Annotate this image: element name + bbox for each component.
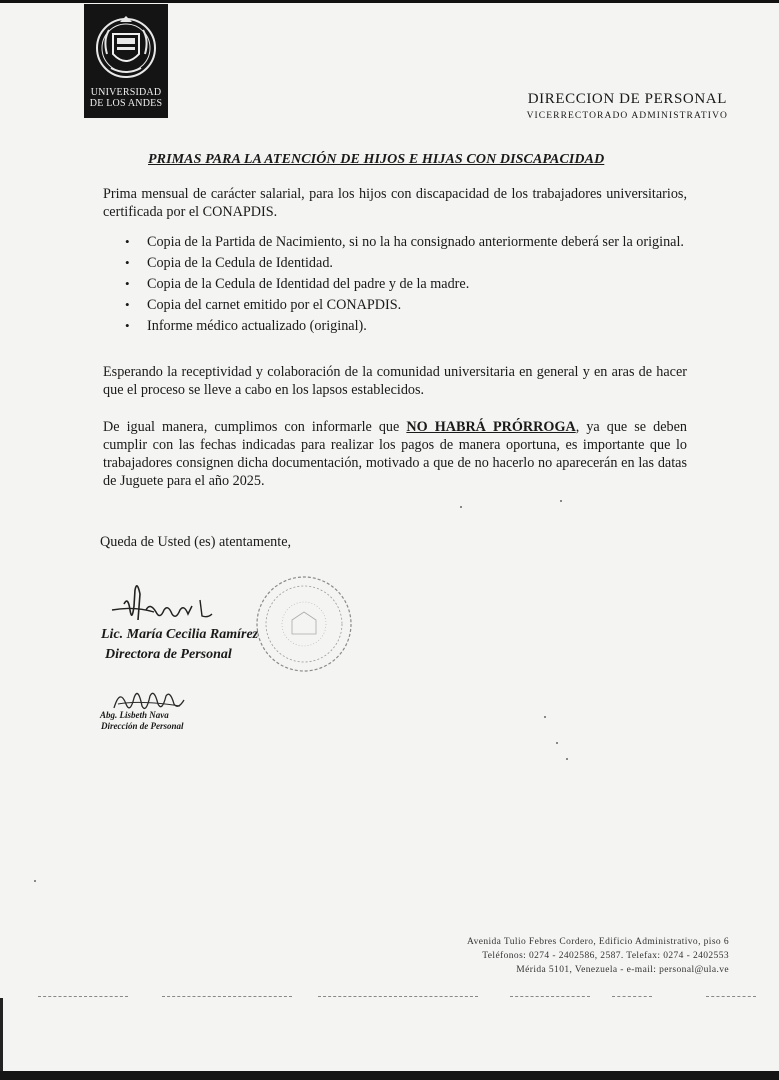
scan-artifact-line: [38, 996, 128, 997]
scan-speck: [34, 880, 36, 882]
scan-artifact-line: [706, 996, 756, 997]
receptivity-paragraph: Esperando la receptividad y colaboración de la comunidad universitaria en general y en aras de hacer que el proceso se lleve a cabo en los lapsos establecidos.: [103, 364, 687, 398]
document-title: PRIMAS PARA LA ATENCIÓN DE HIJOS E HIJAS CON DISCAPACIDAD: [148, 152, 605, 167]
bullet-icon: •: [125, 255, 130, 270]
scan-speck: [566, 758, 568, 760]
signatory-name: Lic. María Cecilia Ramírez: [101, 627, 259, 642]
intro-paragraph: Prima mensual de carácter salarial, para los hijos con discapacidad de los trabajadores universitarios, certificada por el CONAPDIS.: [103, 186, 687, 220]
scan-edge-left: [0, 998, 3, 1080]
list-item-text: Copia de la Partida de Nacimiento, si no la ha consignado anteriormente deberá ser la original.: [147, 234, 684, 250]
scan-speck: [560, 500, 562, 502]
secondary-signatory-role: Dirección de Personal: [101, 721, 184, 731]
requirements-list: [125, 233, 685, 338]
deadline-paragraph: [103, 418, 687, 490]
bullet-icon: •: [125, 234, 130, 249]
secondary-signatory-name: Abg. Lisbeth Nava: [100, 710, 169, 720]
list-item: [125, 275, 685, 293]
footer-phone-line: Teléfonos: 0274 - 2402586, 2587. Telefax: 0274 - 2402553: [482, 951, 729, 961]
list-item: [125, 296, 685, 314]
scan-edge-top: [0, 0, 779, 3]
signature-icon: [104, 576, 224, 632]
list-item: [125, 317, 685, 335]
footer-city-email-line: Mérida 5101, Venezuela - e-mail: personal@ula.ve: [516, 965, 729, 975]
scan-speck: [460, 506, 462, 508]
logo-text-line2: DE LOS ANDES: [89, 98, 163, 109]
signatory-role: Directora de Personal: [105, 647, 232, 662]
coat-of-arms-icon: [95, 10, 157, 86]
bullet-icon: •: [125, 318, 130, 333]
list-item-text: Copia de la Cedula de Identidad.: [147, 255, 333, 271]
official-stamp-icon: [252, 572, 356, 676]
scan-artifact-line: [612, 996, 652, 997]
university-logo: [84, 4, 168, 118]
bullet-icon: •: [125, 297, 130, 312]
list-item-text: Copia del carnet emitido por el CONAPDIS.: [147, 297, 402, 313]
list-item: [125, 254, 685, 272]
no-extension-notice: NO HABRÁ PRÓRROGA: [406, 419, 576, 435]
bullet-icon: •: [125, 276, 130, 291]
department-name: DIRECCION DE PERSONAL: [527, 91, 727, 107]
deadline-text-before: De igual manera, cumplimos con informarle que: [103, 419, 407, 435]
deadline-text-after: , ya que se deben cumplir con las fechas indicadas para realizar los pagos de manera oportuna, es importante que lo trabajadores consignen dicha documentación, motivado a que de no hacerlo no aparecerán en las datas de Juguete para el año 2025.: [103, 419, 687, 489]
logo-text-line1: UNIVERSIDAD: [90, 87, 162, 98]
closing-line: Queda de Usted (es) atentamente,: [100, 534, 292, 550]
list-item-text: Informe médico actualizado (original).: [147, 318, 367, 334]
scan-speck: [556, 742, 558, 744]
footer-address: [309, 935, 729, 977]
list-item-text: Copia de la Cedula de Identidad del padre y de la madre.: [147, 276, 470, 292]
scan-edge-bottom: [0, 1071, 779, 1080]
scan-artifact-line: [318, 996, 478, 997]
footer-address-line: Avenida Tulio Febres Cordero, Edificio Administrativo, piso 6: [467, 937, 729, 947]
list-item: [125, 233, 685, 251]
scan-speck: [544, 716, 546, 718]
scan-artifact-line: [162, 996, 292, 997]
subdepartment-name: VICERRECTORADO ADMINISTRATIVO: [526, 111, 728, 121]
scan-artifact-line: [510, 996, 590, 997]
